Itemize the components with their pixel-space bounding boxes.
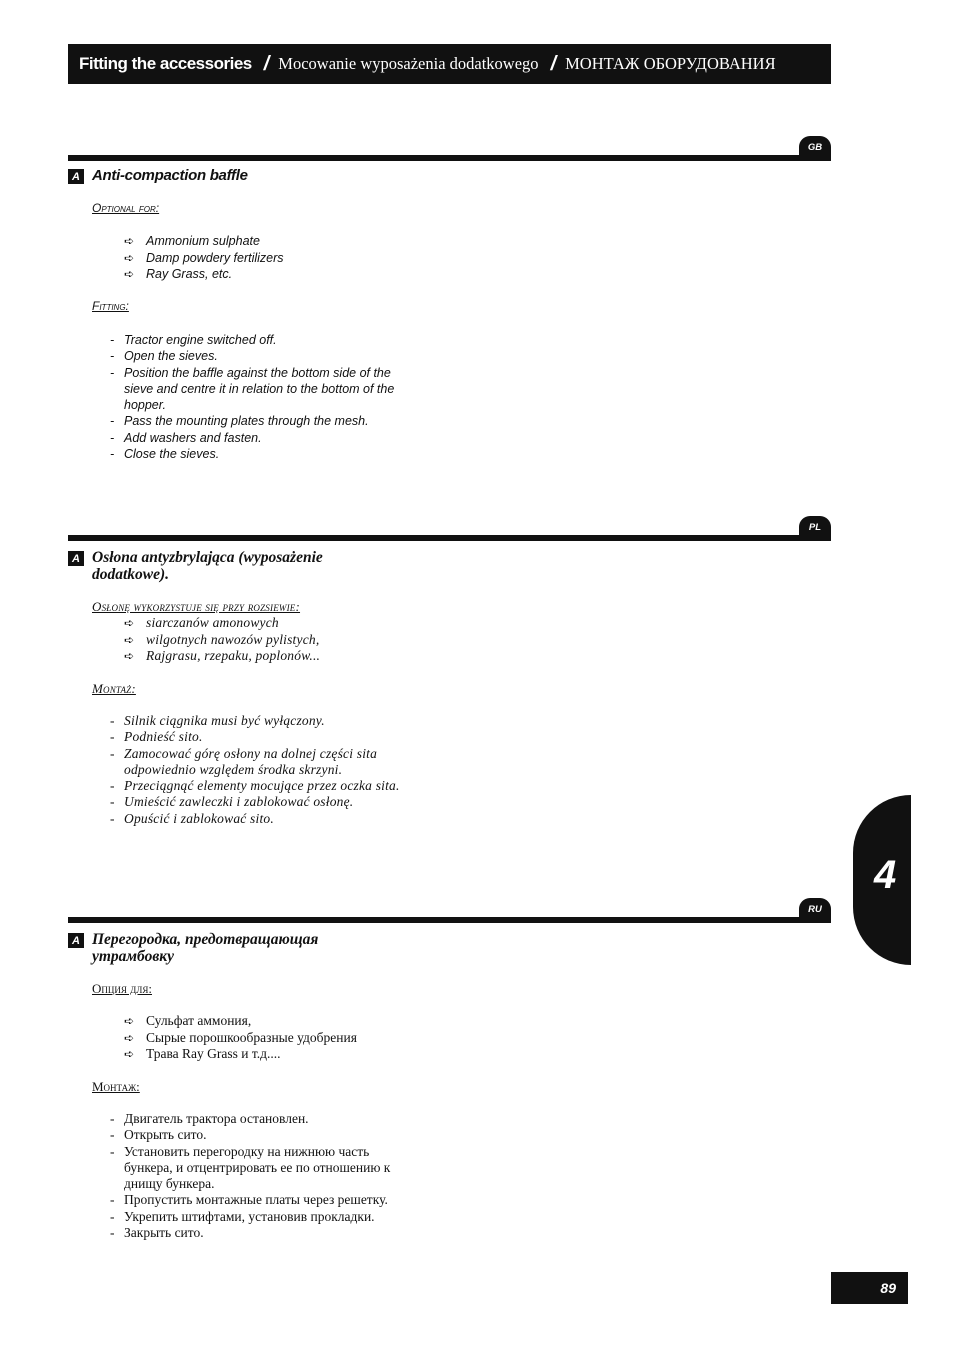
section-marker: A <box>68 551 84 566</box>
section-marker: A <box>68 933 84 948</box>
section-title: Перегородка, предотвращающая утрамбовку <box>92 931 319 965</box>
page-number: 89 <box>831 1272 908 1304</box>
arrow-icon: ➪ <box>124 1047 135 1062</box>
list-item: ➪ Сырые порошкообразные удобрения <box>124 1029 357 1045</box>
list-item: - Открыть сито. <box>110 1127 207 1143</box>
fitting-label: Montaż: <box>92 681 136 696</box>
list-item: - Pass the mounting plates through the mesh. <box>110 414 369 429</box>
header-title-ru: МОНТАЖ ОБОРУДОВАНИЯ <box>565 54 776 73</box>
list-item: - Podnieść sito. <box>110 729 203 745</box>
arrow-icon: ➪ <box>124 1030 135 1045</box>
fitting-steps <box>110 332 420 462</box>
list-item: - Zamocować górę osłony na dolnej części sita odpowiednio względem środka skrzyni. <box>110 745 378 777</box>
optional-label: Osłonę wykorzystuje się przy rozsiewie: <box>92 599 301 614</box>
optional-label: Опция для: <box>92 981 152 996</box>
section-title: Anti-compaction baffle <box>92 167 248 184</box>
language-badge-ru: RU <box>799 898 831 920</box>
section-rule <box>68 155 831 161</box>
arrow-icon: ➪ <box>124 234 135 249</box>
list-item: ➪ wilgotnych nawozów pylistych, <box>124 631 320 647</box>
header-title-pl: Mocowanie wyposażenia dodatkowego <box>278 54 539 73</box>
list-item: - Закрыть сито. <box>110 1225 204 1241</box>
list-item: - Opuścić i zablokować sito. <box>110 810 274 826</box>
optional-list <box>124 615 320 665</box>
list-item: ➪ Rajgrasu, rzepaku, poplonów... <box>124 648 321 664</box>
section-rule <box>68 917 831 923</box>
list-item: ➪ Ray Grass, etc. <box>124 267 233 282</box>
fitting-steps <box>110 713 405 827</box>
arrow-icon: ➪ <box>124 649 135 664</box>
list-item: - Укрепить штифтами, установив прокладки. <box>110 1208 375 1224</box>
arrow-icon: ➪ <box>124 1014 135 1029</box>
section-title: Osłona antyzbrylająca (wyposażenie dodatkowe). <box>92 549 323 583</box>
list-item: - Add washers and fasten. <box>110 430 262 445</box>
page-header <box>68 44 831 84</box>
list-item: ➪ Сульфат аммония, <box>124 1013 252 1029</box>
fitting-label: Fitting: <box>92 299 129 313</box>
section-title-row <box>68 549 392 583</box>
section-title-row <box>68 167 248 184</box>
list-item: - Установить перегородку на нижнюю часть бункера, и отцентрировать ее по отношению к днищу бункера. <box>110 1143 391 1192</box>
list-item: - Пропустить монтажные платы через решетку. <box>110 1192 388 1208</box>
list-item: - Silnik ciągnika musi być wyłączony. <box>110 713 325 728</box>
language-badge-pl: PL <box>799 516 831 538</box>
list-item: ➪ Трава Ray Grass и т.д.... <box>124 1046 281 1062</box>
list-item: - Close the sieves. <box>110 447 220 462</box>
optional-list <box>124 233 284 283</box>
optional-list <box>124 1013 357 1063</box>
list-item: - Tractor engine switched off. <box>110 333 277 347</box>
header-separator: / <box>550 52 557 75</box>
list-item: - Двигатель трактора остановлен. <box>110 1111 309 1126</box>
header-title-en: Fitting the accessories <box>79 54 252 73</box>
optional-label: Optional for: <box>92 201 160 215</box>
section-title-row <box>68 931 382 965</box>
section-rule <box>68 535 831 541</box>
chapter-number: 4 <box>874 853 897 897</box>
fitting-label: Монтаж: <box>92 1079 140 1094</box>
arrow-icon: ➪ <box>124 250 135 265</box>
list-item: - Przeciągnąć elementy mocujące przez oczka sita. <box>110 778 400 794</box>
arrow-icon: ➪ <box>124 616 135 631</box>
list-item: ➪ Damp powdery fertilizers <box>124 250 284 265</box>
header-separator: / <box>263 52 270 75</box>
list-item: ➪ Ammonium sulphate <box>124 234 260 249</box>
language-badge-gb: GB <box>799 136 831 158</box>
fitting-steps <box>110 1111 415 1241</box>
list-item: - Position the baffle against the bottom side of the sieve and centre it in relation to the bottom of the hopper. <box>110 365 395 413</box>
arrow-icon: ➪ <box>124 632 135 647</box>
list-item: ➪ siarczanów amonowych <box>124 615 279 631</box>
section-marker: A <box>68 169 84 184</box>
arrow-icon: ➪ <box>124 267 135 282</box>
list-item: - Open the sieves. <box>110 349 218 364</box>
list-item: - Umieścić zawleczki i zablokować osłonę. <box>110 794 354 810</box>
